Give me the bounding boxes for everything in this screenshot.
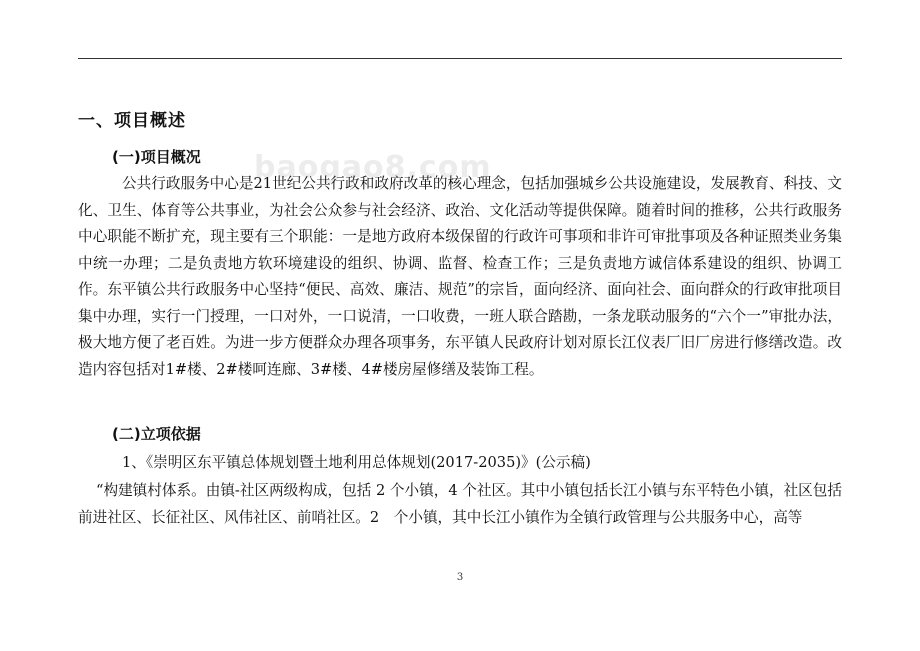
page-number: 3 [456,572,464,583]
subsection-heading-basis: (二)立项依据 [112,425,201,443]
subsection-heading-overview: (一)项目概况 [112,148,201,166]
reference-item: 1、《崇明区东平镇总体规划暨土地利用总体规划(2017-2035)》(公示稿) [122,454,591,471]
watermark: baogao8.com [254,150,492,185]
overview-paragraph: 公共行政服务中心是21世纪公共行政和政府改革的核心理念，包括加强城乡公共设施建设，发展教育、科技、文化、卫生、体育等公共事业，为社会公众参与社会经济、政治、文化活动等提供保障。随着时间的推移，公共行政服务中心职能不断扩充，现主要有三个职能：一是地方政府本级保留的行政许可事项和非许可审批事项及各种证照类业务集中统一办理；二是负责地方软环境建设的组织、协调、监督、检查工作；三是负责地方诚信体系建设的组织、协调工作。东平镇公共行政服务中心坚持“便民、高效、廉洁、规范”的宗旨，面向经济、面向社会、面向群众的行政审批项目集中办理，实行一门授理，一口对外，一口说清，一口收费，一班人联合踏勘，一条龙联动服务的“六个一”审批办法，极大地方便了老百姓。为进一步方便群众办理各项事务，东平镇人民政府计划对原长江仪表厂旧厂房进行修缮改造。改造内容包括对1#楼、2#楼呵连廊、3#楼、4#楼房屋修缮及装饰工程。 [78,175,842,378]
header-rule [78,58,842,59]
section-heading: 一、项目概述 [78,111,186,131]
quote-paragraph: “构建镇村体系。由镇-社区两级构成，包括 2 个小镇，4 个社区。其中小镇包括长江小镇与东平特色小镇，社区包括前进社区、长征社区、风伟社区、前哨社区。2 个小镇，其中长江小镇作为全镇行政管理与公共服务中心，高等 [78,482,842,526]
